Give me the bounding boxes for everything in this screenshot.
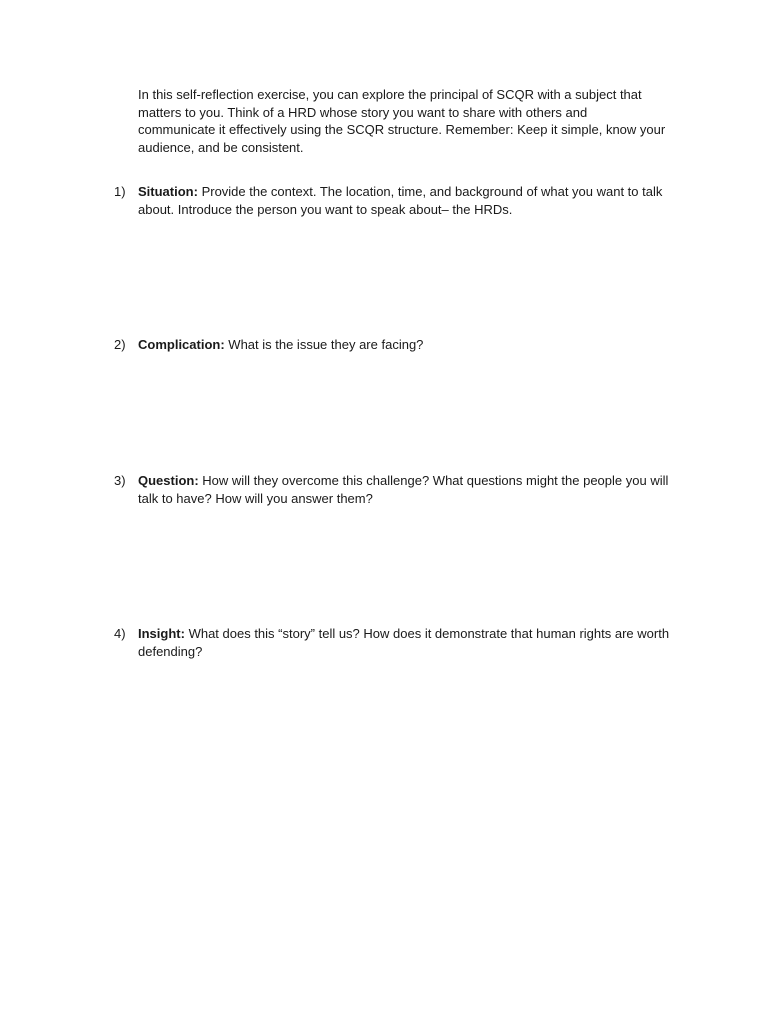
prompt-item-insight — [114, 625, 684, 660]
item-label: Question: — [138, 473, 199, 488]
item-number: 3) — [114, 473, 126, 488]
item-body — [138, 625, 684, 660]
prompt-item-complication — [114, 336, 684, 354]
item-number: 4) — [114, 626, 126, 641]
prompt-item-situation — [114, 183, 684, 218]
item-text: What does this “story” tell us? How does it demonstrate that human rights are worth defending? — [138, 626, 670, 659]
item-body — [138, 336, 684, 354]
item-body — [138, 472, 684, 507]
item-label: Situation: — [138, 184, 198, 199]
item-label: Insight: — [138, 626, 185, 641]
item-number: 2) — [114, 337, 126, 352]
item-text: How will they overcome this challenge? What questions might the people you will talk to have? How will you answer them? — [138, 473, 669, 506]
intro-paragraph: In this self-reflection exercise, you can explore the principal of SCQR with a subject that matters to you. Think of a HRD whose story you want to share with others and communicate it effectively using the SCQR structure. Remember: Keep it simple, know your audience, and be consistent. — [138, 87, 666, 155]
item-text: What is the issue they are facing? — [228, 337, 424, 352]
item-number: 1) — [114, 184, 126, 199]
item-label: Complication: — [138, 337, 225, 352]
item-body — [138, 183, 684, 218]
prompt-item-question — [114, 472, 684, 507]
item-text: Provide the context. The location, time, and background of what you want to talk about. Introduce the person you want to speak about– the HRDs. — [138, 184, 663, 217]
